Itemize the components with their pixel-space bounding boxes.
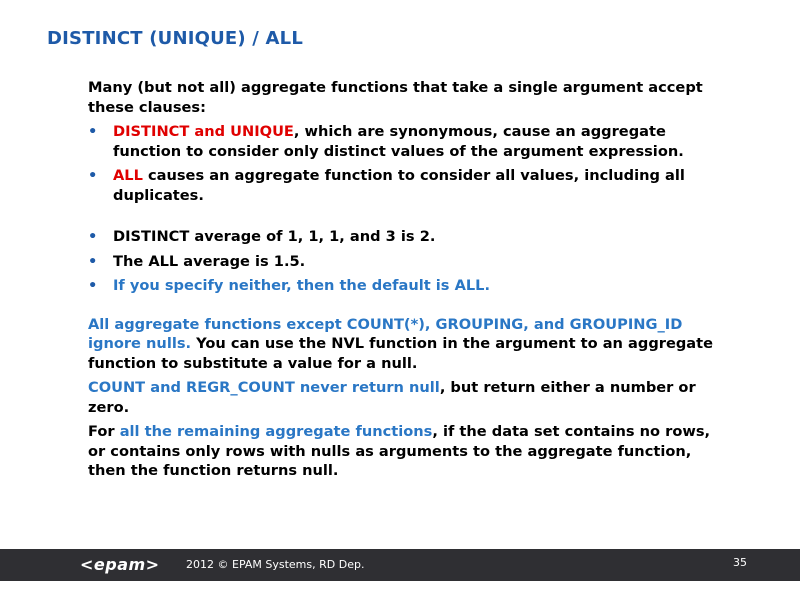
highlight-text: DISTINCT and UNIQUE (113, 123, 294, 140)
bullet-icon: • (88, 123, 98, 140)
count-paragraph (88, 378, 718, 417)
highlight-text: ALL (113, 167, 143, 184)
highlight-text: All aggregate functions except COUNT(*), GROUPING, and GROUPING_ID ignore nulls. (88, 315, 683, 352)
list-item (88, 252, 718, 272)
item-text: If you specify neither, then the default is ALL. (113, 277, 490, 294)
epam-logo: <epam> (80, 555, 160, 574)
bullet-icon: • (88, 228, 98, 245)
item-text: causes an aggregate function to consider all values, including all duplicates. (113, 167, 685, 204)
list-item (88, 122, 718, 161)
item-text: DISTINCT average of 1, 1, 1, and 3 is 2. (113, 228, 436, 245)
item-text: , which are synonymous, cause an aggregate function to consider only distinct values of the argument expression. (113, 123, 684, 160)
paragraph-text: You can use the NVL function in the argument to an aggregate function to substitute a value for a null. (88, 335, 714, 372)
intro-text: Many (but not all) aggregate functions that take a single argument accept these clauses: (88, 79, 703, 116)
bullet-icon: • (88, 277, 98, 294)
bullet-icon: • (88, 167, 98, 184)
list-item (88, 166, 718, 205)
list-item (88, 227, 718, 247)
list-item (88, 276, 718, 296)
highlight-text: COUNT and REGR_COUNT never return null (88, 379, 440, 396)
slide-body (88, 78, 718, 486)
copyright-text: 2012 © EPAM Systems, RD Dep. (186, 558, 365, 571)
paragraph-text: , but return either a number or zero. (88, 379, 696, 416)
page-number: 35 (733, 556, 747, 569)
highlight-text: all the remaining aggregate functions (119, 423, 433, 440)
item-text: The ALL average is 1.5. (113, 252, 306, 270)
paragraph-text: For (88, 423, 120, 440)
nulls-paragraph (88, 315, 718, 374)
clauses-list (88, 122, 718, 205)
slide-title: DISTINCT (UNIQUE) / ALL (47, 28, 304, 49)
footer-bar (0, 549, 800, 581)
remaining-paragraph (88, 422, 718, 481)
paragraph-text: , if the data set contains no rows, or contains only rows with nulls as arguments to the aggregate function, then the function returns null. (88, 423, 711, 479)
examples-list (88, 227, 718, 296)
bullet-icon: • (88, 252, 98, 270)
